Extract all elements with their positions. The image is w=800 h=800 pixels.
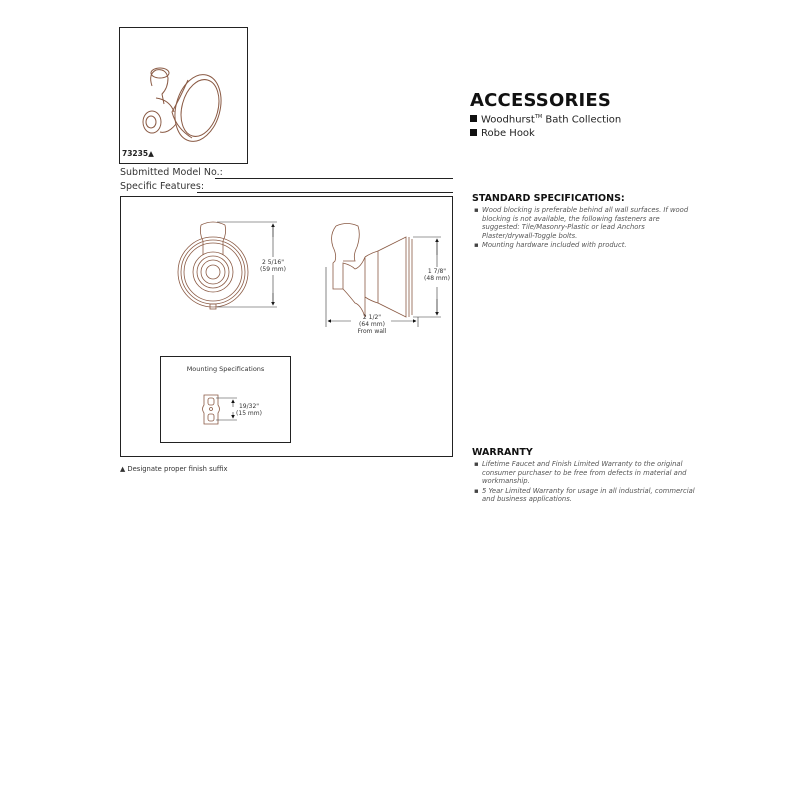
submitted-model-field[interactable]: [215, 178, 453, 179]
height-dim: 2 5/16": [262, 259, 284, 266]
mounting-title: Mounting Specifications: [186, 365, 265, 373]
standard-specifications: [472, 193, 697, 251]
projection-mm: (64 mm): [359, 321, 385, 328]
projection-note: From wall: [357, 328, 387, 335]
specs-title: STANDARD SPECIFICATIONS:: [472, 193, 625, 204]
trademark: TM: [534, 114, 543, 120]
warranty-item: ▪ 5 Year Limited Warranty for usage in all industrial, commercial and business applications.: [482, 487, 697, 504]
backplate-dim: 1 7/8": [427, 268, 447, 275]
warranty-title: WARRANTY: [472, 447, 533, 458]
specific-features-label: Specific Features:: [120, 181, 205, 192]
header-block: [470, 90, 621, 139]
finish-suffix-note: ▲ Designate proper finish suffix: [120, 465, 228, 473]
warranty-item: ▪ Lifetime Faucet and Finish Limited Warranty to the original consumer purchaser to be free from defects in material and workmanship.: [482, 460, 697, 486]
item-name: Robe Hook: [481, 128, 535, 140]
dimension-drawing-box: [120, 196, 453, 457]
product-image-box: [119, 27, 248, 164]
collection-name: Woodhurst: [481, 114, 535, 126]
mounting-mm: (15 mm): [236, 410, 262, 417]
robe-hook-illustration: [120, 28, 246, 162]
bullet-square-icon: [470, 129, 477, 136]
backplate-mm: (48 mm): [424, 275, 450, 282]
specific-features-field[interactable]: [197, 192, 453, 193]
model-number: 73235▲: [122, 149, 154, 158]
side-view: [332, 224, 412, 318]
height-mm: (59 mm): [260, 266, 286, 273]
mounting-dim: 19/32": [238, 403, 260, 410]
mounting-specifications-box: [160, 356, 291, 443]
item-line: [470, 128, 621, 139]
spec-item: ▪ Mounting hardware included with product.: [482, 241, 697, 250]
collection-suffix: Bath Collection: [542, 114, 622, 126]
warranty-section: [472, 447, 697, 505]
page-title: ACCESSORIES: [470, 90, 612, 111]
collection-line: [470, 114, 621, 125]
bullet-square-icon: [470, 115, 477, 122]
front-view: [178, 222, 248, 309]
submitted-model-label: Submitted Model No.:: [120, 167, 223, 178]
spec-item: ▪ Wood blocking is preferable behind all wall surfaces. If wood blocking is not available, the following fasteners are suggested: Tile/Masonry-Plastic or lead Anchors Plaster/drywall-Toggle bolts.: [482, 206, 697, 240]
mounting-bracket-diagram: [161, 357, 289, 442]
projection-dim: 2 1/2": [362, 314, 382, 321]
